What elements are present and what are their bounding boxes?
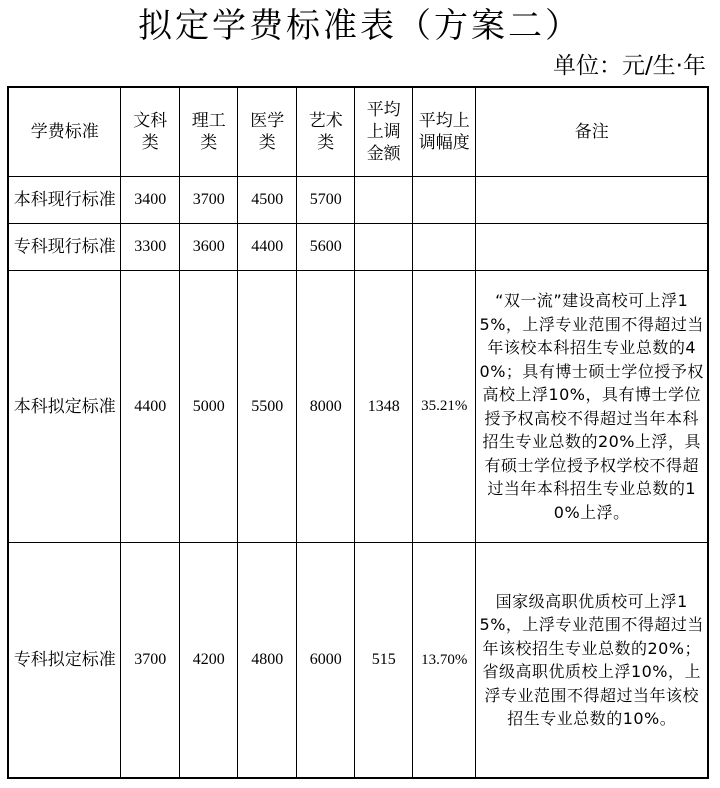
- cell-arts: 6000: [296, 543, 355, 779]
- cell-medicine: 5500: [238, 271, 297, 543]
- cell-note: [476, 177, 708, 224]
- cell-note: “双一流”建设高校可上浮15%，上浮专业范围不得超过当年该校本科招生专业总数的40%；具有博士硕士学位授予权高校上浮10%，具有博士学位授予权高校不得超过当年本科招生专业总数的20%上浮，具有硕士学位授予权学校不得超过当年本科招生专业总数的10%上浮。: [476, 271, 708, 543]
- cell-science-engineering: 4200: [179, 543, 238, 779]
- row-name: 本科拟定标准: [8, 271, 121, 543]
- header-liberal-arts: 文科 类: [121, 87, 180, 177]
- tuition-fee-table: [7, 86, 709, 779]
- header-row: [8, 87, 708, 177]
- table-row: [8, 271, 708, 543]
- cell-liberal-arts: 3400: [121, 177, 180, 224]
- cell-avg-increase: 1348: [355, 271, 412, 543]
- cell-note: [476, 224, 708, 271]
- header-avg-rate: 平均上 调幅度: [412, 87, 476, 177]
- page-title: 拟定学费标准表（方案二）: [138, 6, 582, 46]
- row-name: 专科现行标准: [8, 224, 121, 271]
- row-name: 专科拟定标准: [8, 543, 121, 779]
- header-arts: 艺术 类: [296, 87, 355, 177]
- cell-science-engineering: 3600: [179, 224, 238, 271]
- cell-science-engineering: 3700: [179, 177, 238, 224]
- cell-avg-rate: 35.21%: [412, 271, 476, 543]
- cell-note: 国家级高职优质校可上浮15%，上浮专业范围不得超过当年该校招生专业总数的20%；省级高职优质校上浮10%，上浮专业范围不得超过当年该校招生专业总数的10%。: [476, 543, 708, 779]
- cell-avg-increase: [355, 177, 412, 224]
- cell-arts: 5600: [296, 224, 355, 271]
- cell-medicine: 4400: [238, 224, 297, 271]
- row-name: 本科现行标准: [8, 177, 121, 224]
- header-medicine: 医学 类: [238, 87, 297, 177]
- table-row: [8, 224, 708, 271]
- cell-avg-rate: [412, 224, 476, 271]
- cell-science-engineering: 5000: [179, 271, 238, 543]
- cell-arts: 8000: [296, 271, 355, 543]
- cell-liberal-arts: 4400: [121, 271, 180, 543]
- header-note: 备注: [476, 87, 708, 177]
- cell-avg-rate: 13.70%: [412, 543, 476, 779]
- cell-liberal-arts: 3300: [121, 224, 180, 271]
- unit-label: 单位：元/生·年: [552, 53, 706, 79]
- table-row: [8, 543, 708, 779]
- table-row: [8, 177, 708, 224]
- header-avg-increase: 平均 上调 金额: [355, 87, 412, 177]
- header-standard: 学费标准: [8, 87, 121, 177]
- cell-medicine: 4800: [238, 543, 297, 779]
- cell-avg-rate: [412, 177, 476, 224]
- cell-liberal-arts: 3700: [121, 543, 180, 779]
- cell-avg-increase: 515: [355, 543, 412, 779]
- header-science-engineering: 理工 类: [179, 87, 238, 177]
- cell-avg-increase: [355, 224, 412, 271]
- cell-arts: 5700: [296, 177, 355, 224]
- cell-medicine: 4500: [238, 177, 297, 224]
